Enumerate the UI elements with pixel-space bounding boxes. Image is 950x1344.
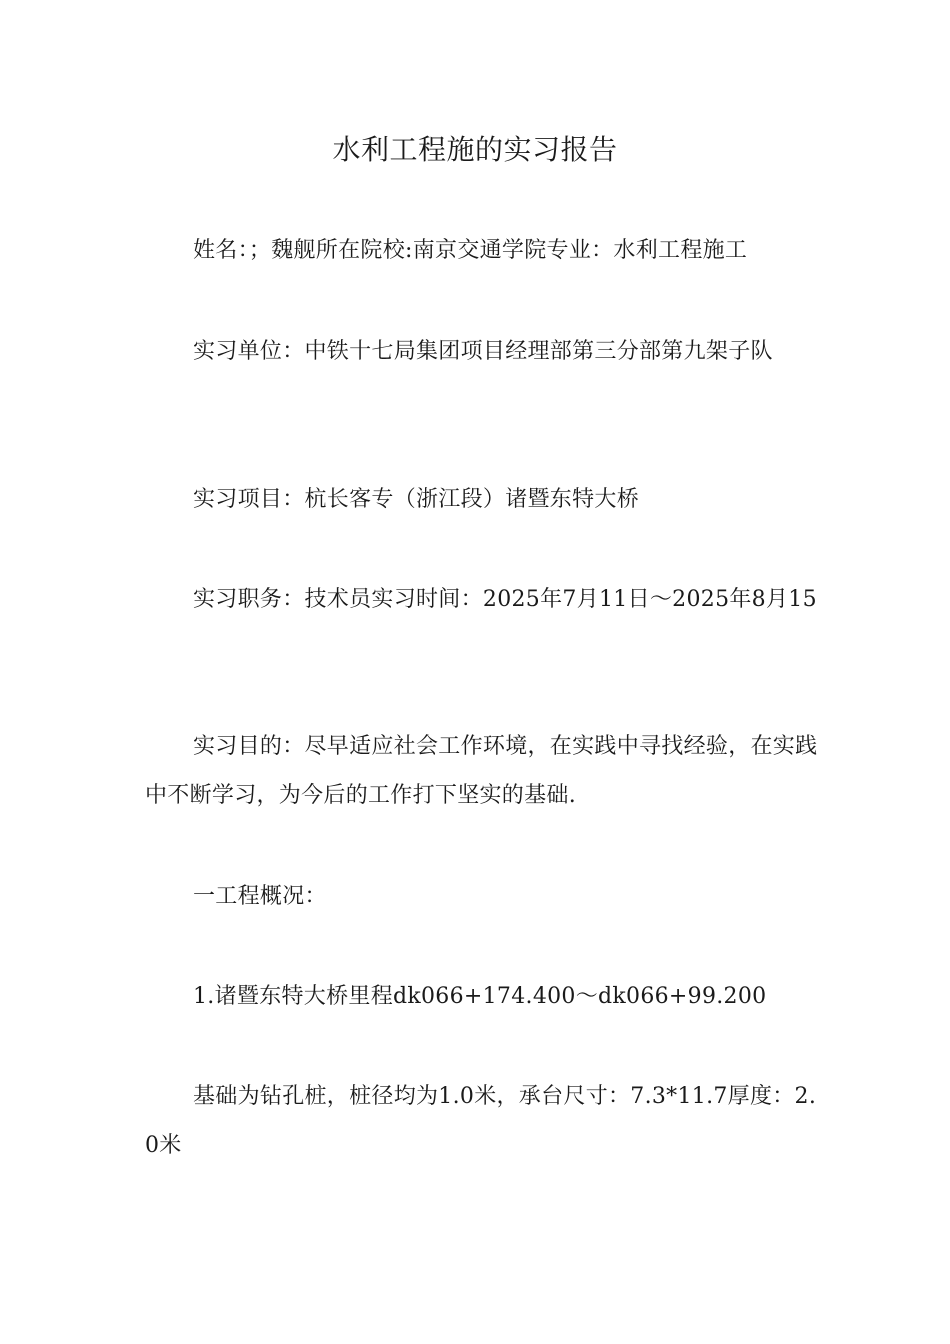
paragraph-student-info: 姓名：；魏舰所在院校:南京交通学院专业：水利工程施工 [193,238,748,263]
paragraph-internship-position: 实习职务：技术员实习时间：2025年7月11日～2025年8月15 [193,587,817,612]
paragraph-foundation: 基础为钻孔桩，桩径均为1.0米，承台尺寸：7.3*11.7厚度：2.0米 [145,1084,817,1158]
paragraph-bridge-mileage: 1.诸暨东特大桥里程dk066+174.400～dk066+99.200 [193,984,767,1009]
paragraph-internship-purpose: 实习目的：尽早适应社会工作环境，在实践中寻找经验，在实践中不断学习，为今后的工作打下坚实的基础. [145,734,818,808]
paragraph-internship-project: 实习项目：杭长客专（浙江段）诸暨东特大桥 [193,487,640,512]
section-heading-overview: 一工程概况： [193,884,327,909]
document-title: 水利工程施的实习报告 [332,133,618,166]
paragraph-internship-unit: 实习单位：中铁十七局集团项目经理部第三分部第九架子队 [193,339,773,364]
